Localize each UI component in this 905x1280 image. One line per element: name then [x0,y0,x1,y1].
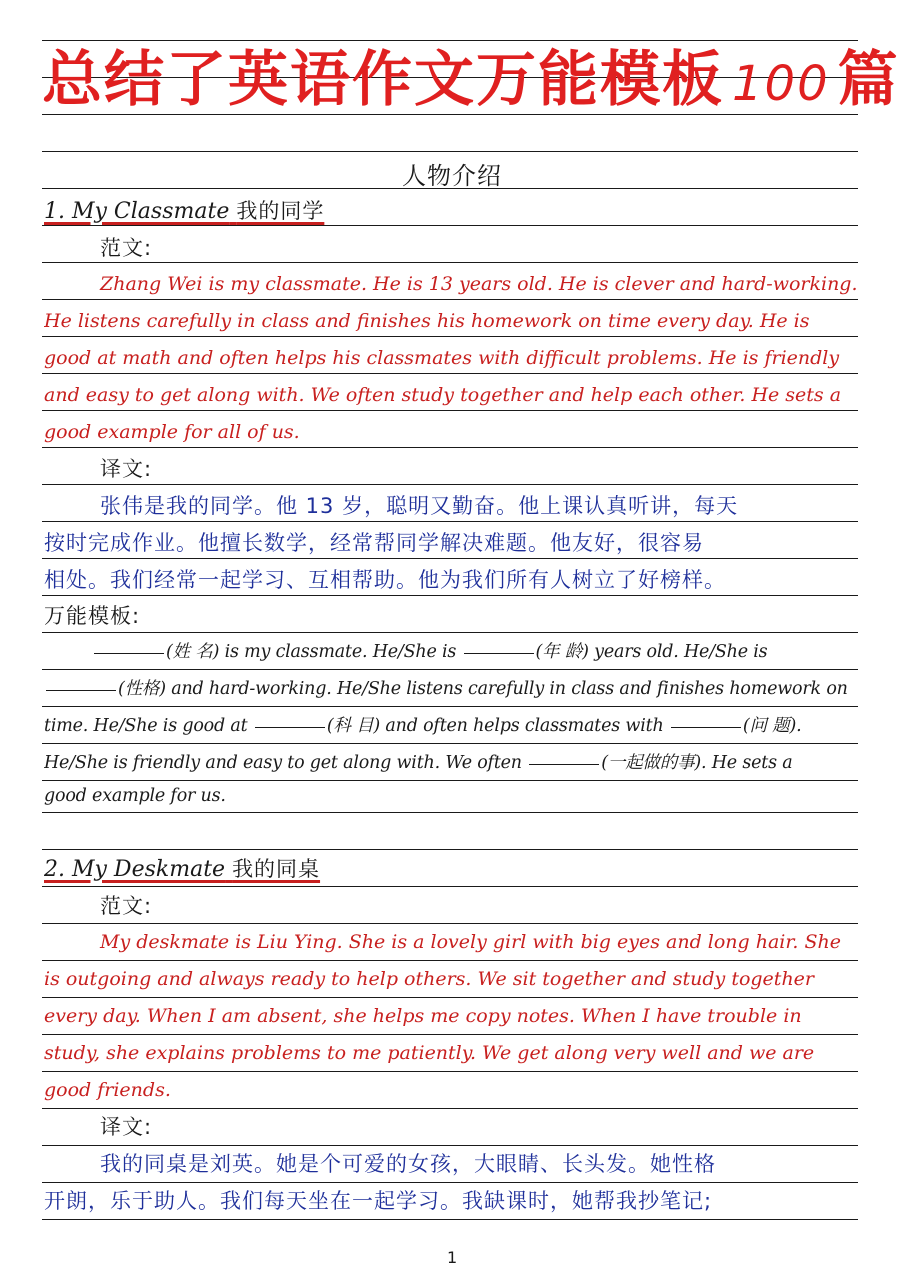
fill-blank [94,652,164,654]
sample-line: study, she explains problems to me patiently. We get along very well and we are [44,1042,815,1064]
translation-label: 译文: [100,1115,153,1139]
sample-label: 范文: [100,894,153,918]
section-heading-zh: 我的同桌 [232,857,321,881]
fill-blank [255,726,325,728]
ruled-line [42,812,858,813]
sample-line: good friends. [44,1079,171,1101]
translation-line: 张伟是我的同学。他 13 岁，聪明又勤奋。他上课认真听讲，每天 [100,494,739,518]
title-number: 100 [732,56,830,112]
fill-blank [464,652,534,654]
section-heading [44,851,860,887]
sample-line: He listens carefully in class and finishes his homework on time every day. He is [44,310,810,332]
sample-line: good at math and often helps his classmates with difficult problems. He is friendly [44,347,840,369]
category-heading: 人物介绍 [402,162,502,190]
translation-line: 开朗，乐于助人。我们每天坐在一起学习。我缺课时，她帮我抄笔记; [44,1189,713,1213]
sample-line: Zhang Wei is my classmate. He is 13 years old. He is clever and hard-working. [100,273,858,295]
translation-line: 按时完成作业。他擅长数学，经常帮同学解决难题。他友好，很容易 [44,531,704,555]
translation-line: 相处。我们经常一起学习、互相帮助。他为我们所有人树立了好榜样。 [44,568,726,592]
sample-line: My deskmate is Liu Ying. She is a lovely girl with big eyes and long hair. She [100,931,841,953]
title-main: 总结了英语作文万能模板 [42,45,724,115]
translation-label: 译文: [100,457,153,481]
sample-line: good example for all of us. [44,421,300,443]
section-heading [44,193,860,229]
page-title [42,40,900,120]
fill-blank [529,763,599,765]
fill-blank [671,726,741,728]
template-line: good example for us. [44,786,226,806]
sample-line: is outgoing and always ready to help others. We sit together and study together [44,968,815,990]
template-line: (姓 名) is my classmate. He/She is (年 龄) years old. He/She is [44,634,860,670]
template-line: time. He/She is good at (科 目) and often helps classmates with (问 题). [44,716,802,736]
title-suffix: 篇 [837,45,900,115]
section-heading-zh: 我的同学 [236,199,325,223]
template-label: 万能模板: [44,604,141,628]
ruled-line [42,151,858,152]
fill-blank [46,689,116,691]
template-line: (性格) and hard-working. He/She listens carefully in class and finishes homework on [44,671,860,707]
sample-line: every day. When I am absent, she helps me copy notes. When I have trouble in [44,1005,802,1027]
page-number: 1 [447,1248,458,1267]
ruled-line [42,1219,858,1220]
translation-line: 我的同桌是刘英。她是个可爱的女孩，大眼睛、长头发。她性格 [100,1152,716,1176]
ruled-line [42,849,858,850]
sample-line: and easy to get along with. We often study together and help each other. He sets a [44,384,842,406]
template-line: He/She is friendly and easy to get along with. We often (一起做的事). He sets a [44,753,793,773]
section-heading-en: 2. My Deskmate [44,857,226,882]
section-heading-en: 1. My Classmate [44,199,230,224]
sample-label: 范文: [100,236,153,260]
